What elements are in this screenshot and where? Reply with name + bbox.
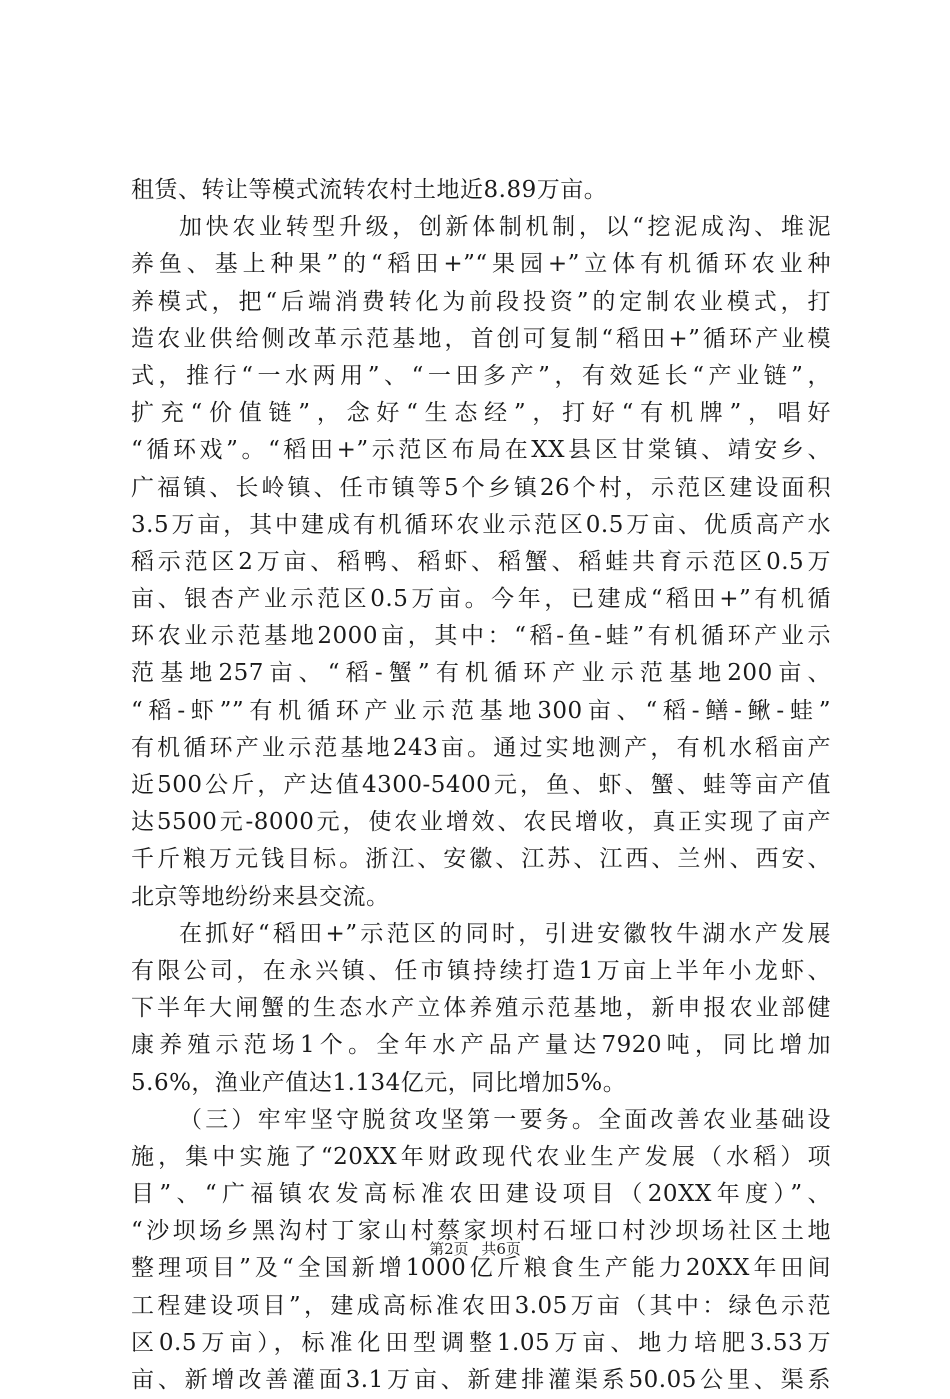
text-line: 千斤粮万元钱目标。浙江、安徽、江苏、江西、兰州、西安、	[131, 846, 831, 873]
text-line: 范基地257亩、“稻-蟹”有机循环产业示范基地200亩、	[131, 660, 831, 687]
text-line: 北京等地纷纷来县交流。	[131, 883, 390, 910]
text-line: 达5500元-8000元，使农业增效、农民增收，真正实现了亩产	[131, 809, 831, 836]
text-line: 稻示范区2万亩、稻鸭、稻虾、稻蟹、稻蛙共育示范区0.5万	[131, 548, 831, 575]
text-line: 租赁、转让等模式流转农村土地近8.89万亩。	[131, 177, 608, 203]
text-line: 整理项目”及“全国新增1000亿斤粮食生产能力20XX年田间	[131, 1255, 831, 1282]
text-line: “沙坝场乡黑沟村丁家山村蔡家坝村石垭口村沙坝场社区土地	[131, 1218, 831, 1245]
text-line: 5.6%，渔业产值达1.134亿元，同比增加5%。	[131, 1069, 627, 1096]
paragraph-start-line: 加快农业转型升级，创新体制机制，以“挖泥成沟、堆泥	[179, 214, 831, 241]
text-line: 3.5万亩，其中建成有机循环农业示范区0.5万亩、优质高产水	[131, 511, 831, 538]
text-line: 目”、“广福镇农发高标准农田建设项目（20XX年度）”、	[131, 1181, 831, 1208]
text-line: 造农业供给侧改革示范基地，首创可复制“稻田+”循环产业模	[131, 325, 831, 352]
paragraph-start-line: （三）牢牢坚守脱贫攻坚第一要务。全面改善农业基础设	[179, 1106, 831, 1133]
text-line: 养鱼、基上种果”的“稻田+”“果园+”立体有机循环农业种	[131, 251, 831, 278]
text-line: “稻-虾””有机循环产业示范基地300亩、“稻-鳝-鳅-蛙”	[131, 697, 831, 724]
text-line: 近500公斤，产达值4300-5400元，鱼、虾、蟹、蛙等亩产值	[131, 772, 831, 798]
text-line: 亩、银杏产业示范区0.5万亩。今年，已建成“稻田+”有机循	[131, 586, 831, 613]
page-number: 第2页	[429, 1240, 469, 1258]
document-body	[131, 172, 831, 1399]
text-line: 施，集中实施了“20XX年财政现代农业生产发展（水稻）项	[131, 1143, 831, 1170]
text-line: 养模式，把“后端消费转化为前段投资”的定制农业模式，打	[131, 288, 831, 315]
text-line: “循环戏”。“稻田+”示范区布局在XX县区甘棠镇、靖安乡、	[131, 437, 831, 464]
text-line: 环农业示范基地2000亩，其中：“稻-鱼-蛙”有机循环产业示	[131, 623, 831, 650]
text-line: 亩、新增改善灌面3.1万亩、新建排灌渠系50.05公里、渠系	[131, 1367, 831, 1393]
text-line: 区0.5万亩），标准化田型调整1.05万亩、地力培肥3.53万	[131, 1329, 831, 1356]
text-line: 康养殖示范场1个。全年水产品产量达7920吨，同比增加	[131, 1032, 831, 1059]
text-line: 下半年大闸蟹的生态水产立体养殖示范基地，新申报农业部健	[131, 995, 831, 1022]
page-footer	[0, 1239, 950, 1259]
page-total: 共6页	[481, 1240, 521, 1258]
paragraph-start-line: 在抓好“稻田+”示范区的同时，引进安徽牧牛湖水产发展	[179, 920, 831, 947]
text-line: 有限公司，在永兴镇、任市镇持续打造1万亩上半年小龙虾、	[131, 957, 831, 984]
text-line: 式，推行“一水两用”、“一田多产”，有效延长“产业链”，	[131, 362, 831, 389]
text-line: 有机循环产业示范基地243亩。通过实地测产，有机水稻亩产	[131, 734, 831, 761]
text-line: 扩充“价值链”，念好“生态经”，打好“有机牌”，唱好	[131, 400, 831, 427]
text-line: 工程建设项目”，建成高标准农田3.05万亩（其中：绿色示范	[131, 1292, 831, 1319]
text-line: 广福镇、长岭镇、任市镇等5个乡镇26个村，示范区建设面积	[131, 474, 831, 501]
